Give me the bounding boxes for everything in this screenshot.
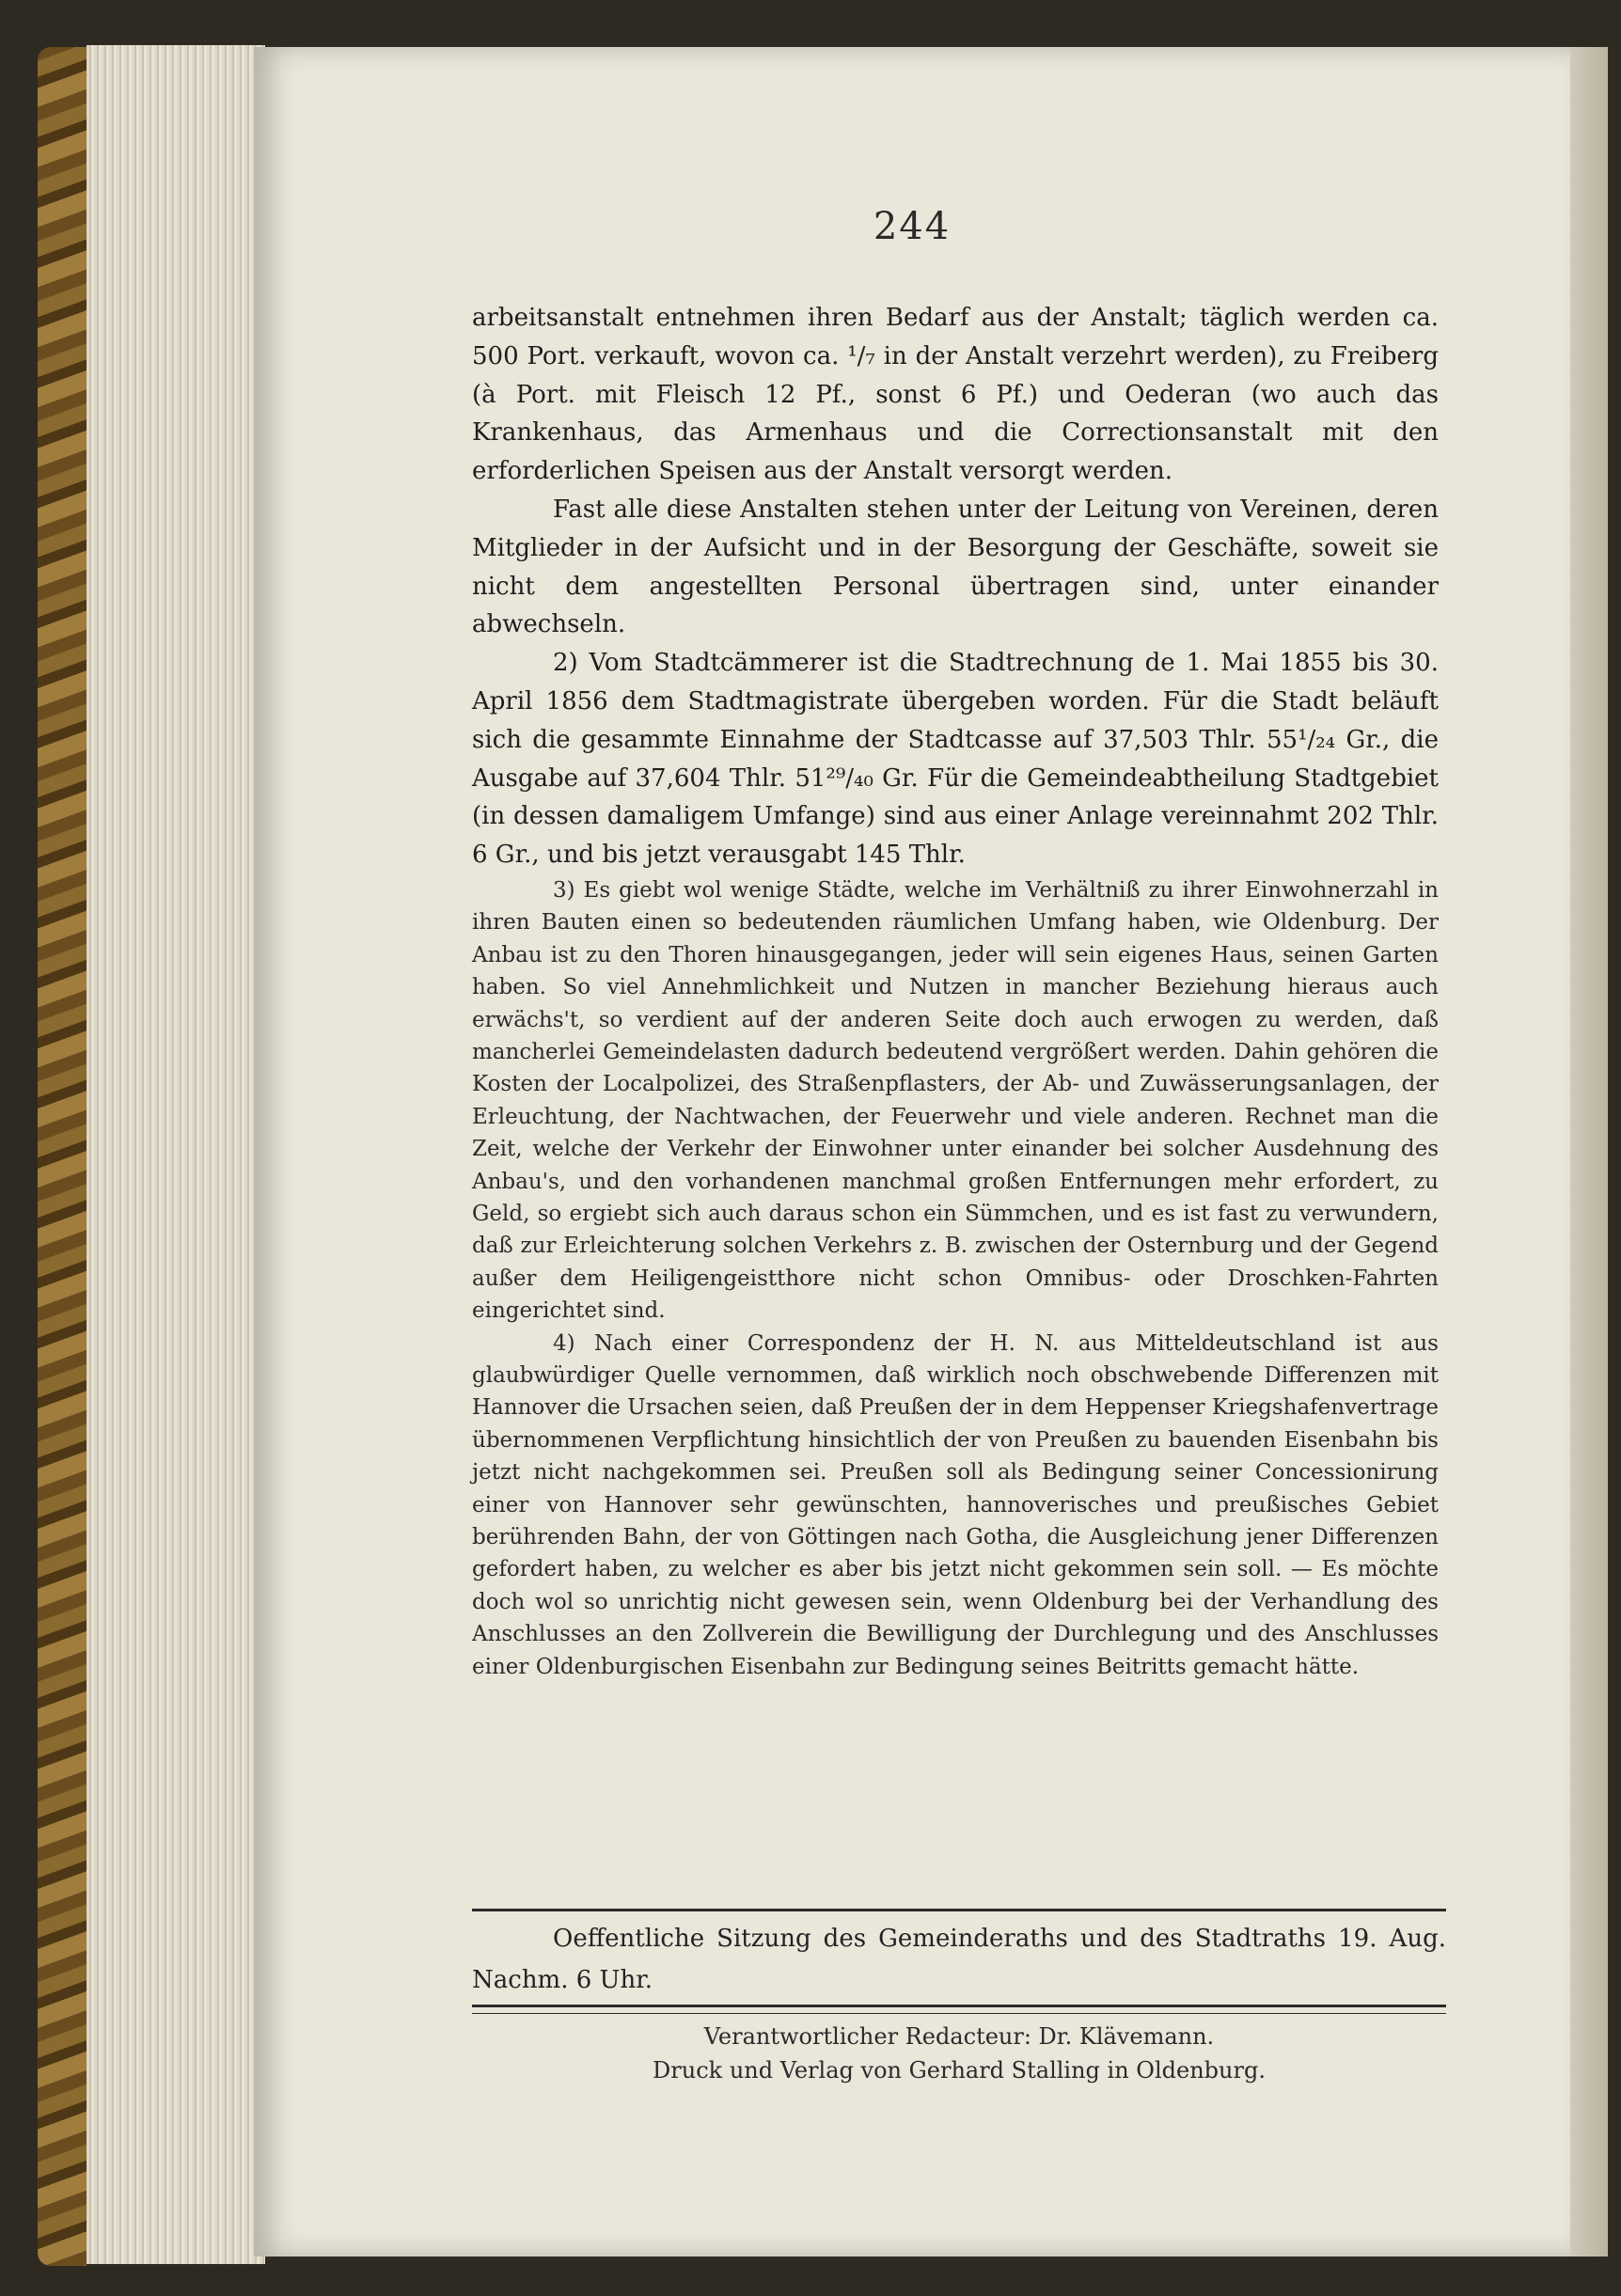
paragraph-3: 2) Vom Stadtcämmerer ist die Stadtrechnung de 1. Mai 1855 bis 30. April 1856 dem Stadtmagistrate übergeben worden. Für die Stadt beläuft sich die gesammte Einnahme der Stadtcasse auf 37,503 Thlr. 55¹/₂₄ Gr., die Ausgabe auf 37,604 Thlr. 51²⁹/₄₀ Gr. Für die Gemeindeabtheilung Stadtgebiet (in dessen damaligem Umfange) sind aus einer Anlage vereinnahmt 202 Thlr. 6 Gr., und bis jetzt verausgabt 145 Thlr. <box>472 649 1439 870</box>
imprint-publisher: Druck und Verlag von Gerhard Stalling in Oldenburg. <box>653 2057 1266 2084</box>
section-rule <box>472 1909 1446 1911</box>
paragraph-1: arbeitsanstalt entnehmen ihren Bedarf aus der Anstalt; täglich werden ca. 500 Port. verkauft, wovon ca. ¹/₇ in der Anstalt verzehrt werden), zu Freiberg (à Port. mit Fleisch 12 Pf., sonst 6 Pf.) und Oederan (wo auch das Krankenhaus, das Armenhaus und die Correctionsanstalt mit den erforderlichen Speisen aus der Anstalt versorgt werden. <box>472 304 1439 486</box>
book-page <box>254 47 1570 2257</box>
meeting-notice-text: Oeffentliche Sitzung des Gemeinderaths und des Stadtraths 19. Aug. Nachm. 6 Uhr. <box>472 1925 1446 1994</box>
paragraph-2: Fast alle diese Anstalten stehen unter der Leitung von Vereinen, deren Mitglieder in der Aufsicht und in der Besorgung der Geschäfte, soweit sie nicht dem angestellten Personal übertragen sind, unter einander abwechseln. <box>472 495 1439 639</box>
paragraph-4: 3) Es giebt wol wenige Städte, welche im Verhältniß zu ihrer Einwohnerzahl in ihren Bauten einen so bedeutenden räumlichen Umfang haben, wie Oldenburg. Der Anbau ist zu den Thoren hinausgegangen, jeder will sein eigenes Haus, seinen Garten haben. So viel Annehmlichkeit und Nutzen in mancher Beziehung hieraus auch erwächs't, so verdient auf der anderen Seite doch auch erwogen zu werden, daß mancherlei Gemeindelasten dadurch bedeutend vergrößert werden. Dahin gehören die Kosten der Localpolizei, des Straßenpflasters, der Ab- und Zuwässerungsanlagen, der Erleuchtung, der Nachtwachen, der Feuerwehr und viele anderen. Rechnet man die Zeit, welche der Verkehr der Einwohner unter einander bei solcher Ausdehnung des Anbau's, und den vorhandenen manchmal großen Entfernungen mehr erfordert, zu Geld, so ergiebt sich auch daraus schon ein Sümmchen, und es ist fast zu verwundern, daß zur Erleichterung solchen Verkehrs z. B. zwischen der Osternburg und der Gegend außer dem Heiligengeistthore nicht schon Omnibus- oder Droschken-Fahrten eingerichtet sind. <box>472 877 1439 1324</box>
imprint <box>472 2020 1446 2087</box>
facing-page-edge <box>1570 47 1608 2257</box>
page-number: 244 <box>873 205 952 248</box>
meeting-notice <box>472 1918 1446 2001</box>
book-spine <box>38 47 87 2266</box>
body-text <box>472 299 1439 1683</box>
imprint-editor: Verantwortlicher Redacteur: Dr. Klävemann. <box>703 2023 1215 2050</box>
paragraph-5: 4) Nach einer Correspondenz der H. N. aus Mitteldeutschland ist aus glaubwürdiger Quelle vernommen, daß wirklich noch obschwebende Differenzen mit Hannover die Ursachen seien, daß Preußen der in dem Heppenser Kriegshafenvertrage übernommenen Verpflichtung hinsichtlich der von Preußen zu bauenden Eisenbahn bis jetzt nicht nachgekommen sei. Preußen soll als Bedingung seiner Concessionirung einer von Hannover sehr gewünschten, hannoverisches und preußisches Gebiet berührenden Bahn, der von Göttingen nach Gotha, die Ausgleichung jener Differenzen gefordert haben, zu welcher es aber bis jetzt nicht gekommen sein soll. — Es möchte doch wol so unrichtig nicht gewesen sein, wenn Oldenburg bei der Verhandlung des Anschlusses an den Zollverein die Bewilligung der Durchlegung und des Anschlusses einer Oldenburgischen Eisenbahn zur Bedingung seines Beitritts gemacht hätte. <box>472 1330 1439 1679</box>
page-edges <box>87 45 265 2264</box>
imprint-rule <box>472 2005 1446 2014</box>
